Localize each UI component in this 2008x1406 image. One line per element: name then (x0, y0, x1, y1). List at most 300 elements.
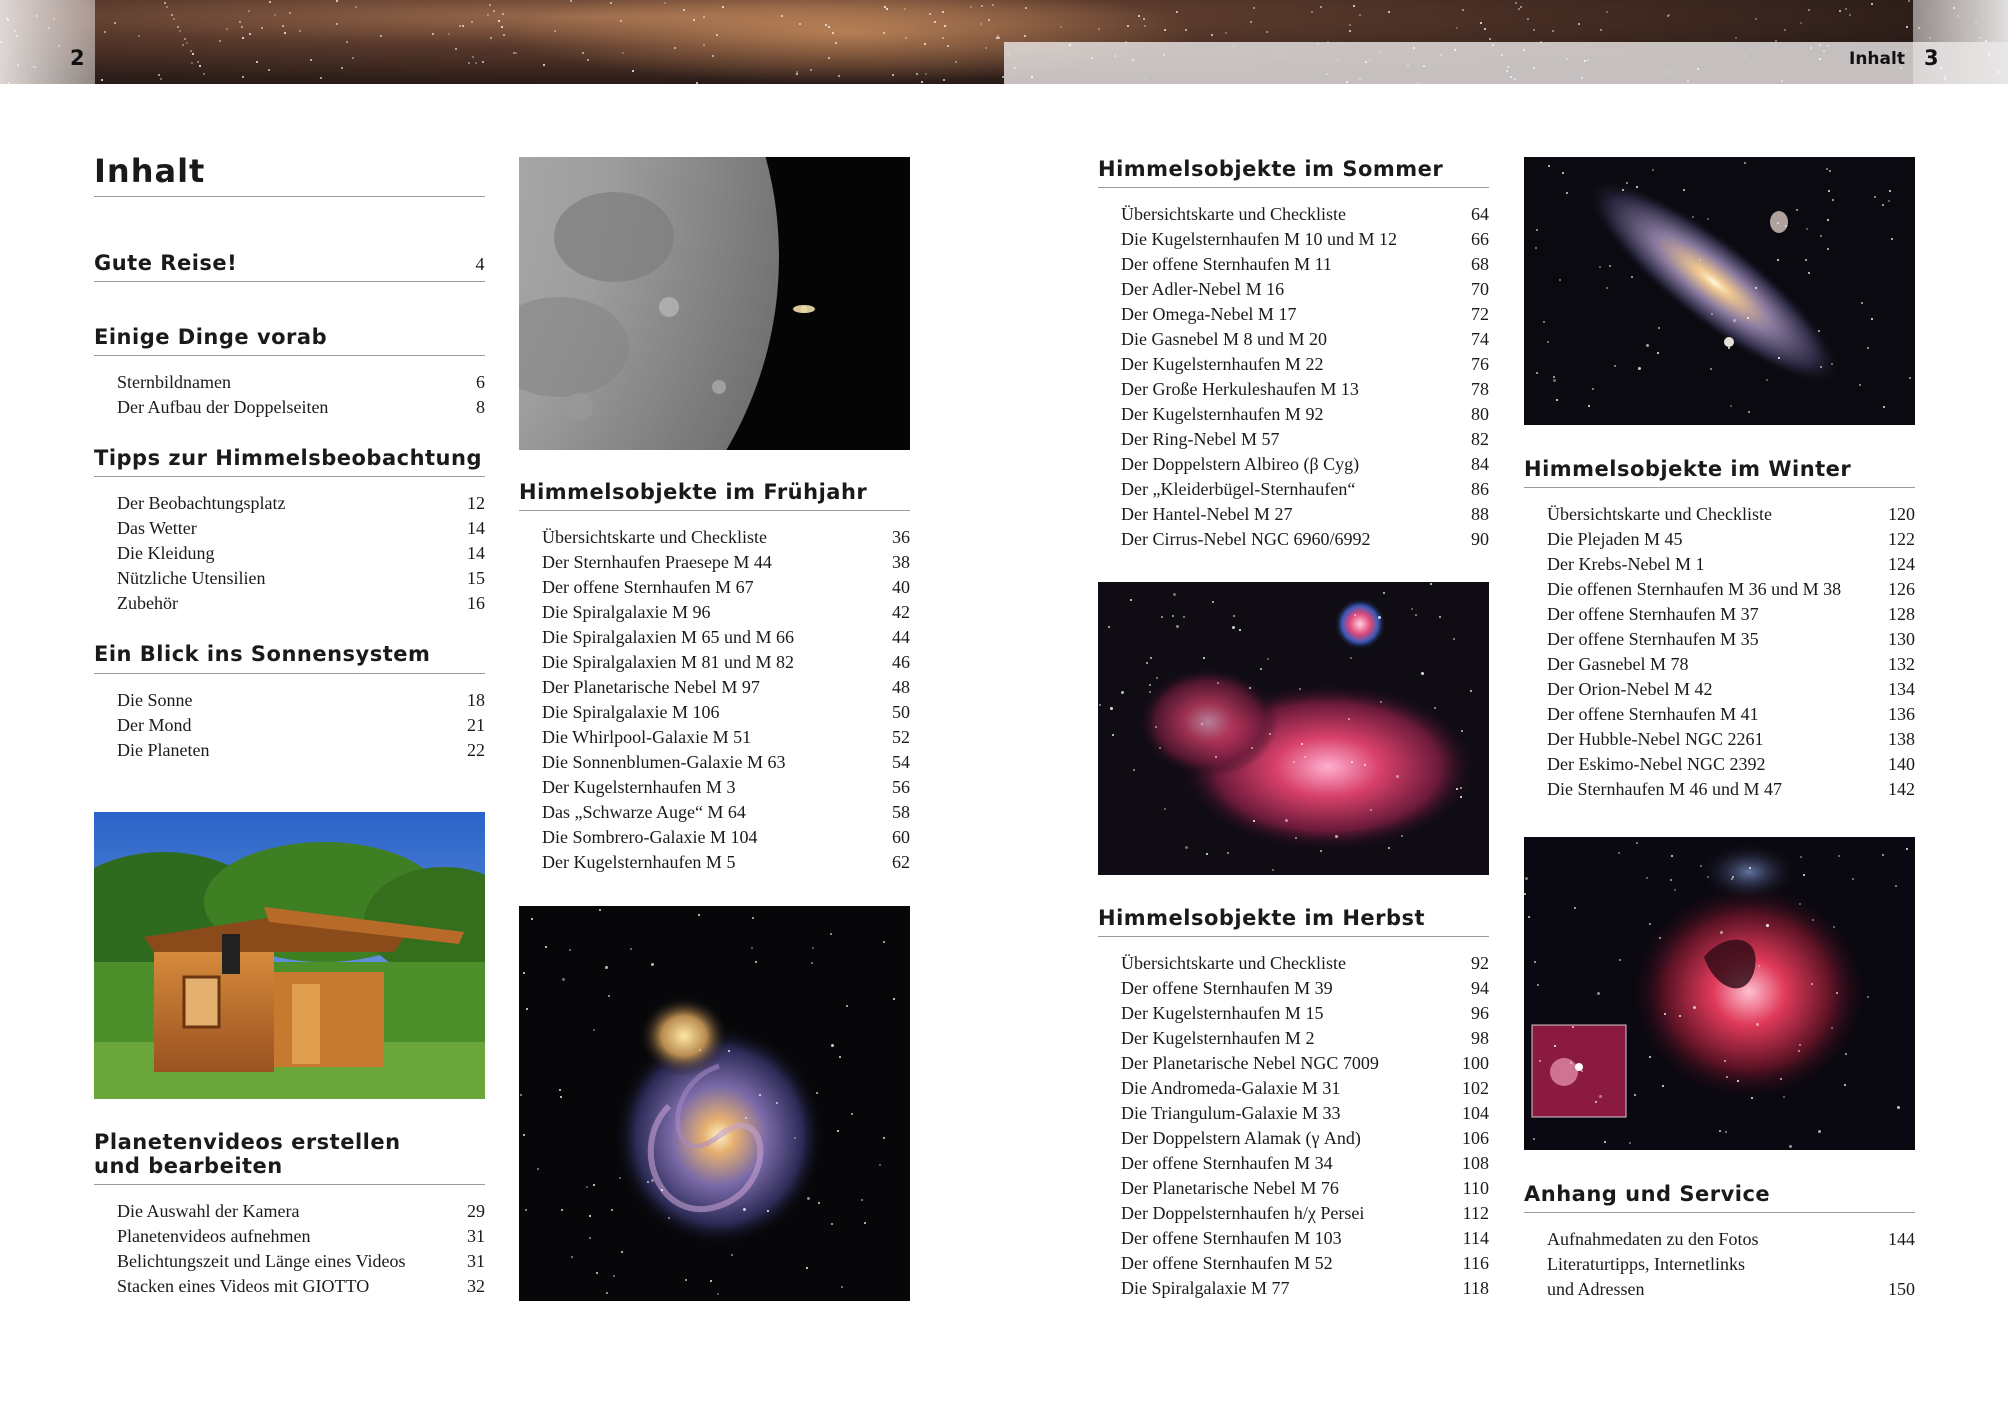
star-dot (114, 22, 116, 24)
star-dot (1747, 317, 1749, 319)
toc-entry[interactable]: Die Triangulum-Galaxie M 33 104 (1121, 1103, 1489, 1124)
toc-entry[interactable]: Die Spiralgalaxien M 81 und M 82 46 (542, 652, 910, 673)
toc-entry[interactable]: Der Hubble-Nebel NGC 2261 138 (1547, 729, 1915, 750)
star-dot (179, 30, 181, 32)
section-title: Planetenvideos erstellen und bearbeiten (94, 1130, 485, 1185)
toc-entry[interactable]: Der Planetarische Nebel M 76 110 (1121, 1178, 1489, 1199)
star-dot (1311, 11, 1313, 13)
star-dot (1889, 190, 1891, 192)
toc-entry[interactable]: Übersichtskarte und Checkliste 64 (1121, 204, 1489, 225)
toc-entry[interactable]: Übersichtskarte und Checkliste 120 (1547, 504, 1915, 525)
star-dot (8, 82, 10, 84)
toc-entry[interactable]: Das „Schwarze Auge“ M 64 58 (542, 802, 910, 823)
header-star-strip (0, 0, 2008, 84)
toc-entry[interactable]: Die Spiralgalaxien M 65 und M 66 44 (542, 627, 910, 648)
star-dot (1335, 835, 1338, 838)
toc-entry[interactable]: Der Ring-Nebel M 57 82 (1121, 429, 1489, 450)
star-dot (944, 25, 946, 27)
star-dot (1350, 657, 1352, 659)
star-dot (1484, 28, 1486, 30)
star-dot (1584, 60, 1586, 62)
star-dot (1215, 756, 1217, 758)
star-dot (1460, 796, 1462, 798)
star-dot (806, 1267, 808, 1269)
section-title-text: Gute Reise! (94, 251, 238, 275)
star-dot (839, 1056, 841, 1058)
star-dot (242, 76, 244, 78)
star-dot (482, 61, 484, 63)
star-dot (352, 57, 354, 59)
star-dot (158, 74, 160, 76)
toc-entry[interactable]: Der Orion-Nebel M 42 134 (1547, 679, 1915, 700)
star-dot (1211, 34, 1213, 36)
toc-entry[interactable]: Der Doppelstern Albireo (β Cyg) 84 (1121, 454, 1489, 475)
page-title: Inhalt (94, 152, 485, 197)
toc-entry[interactable]: Der offene Sternhaufen M 37 128 (1547, 604, 1915, 625)
star-dot (841, 1286, 843, 1288)
toc-entry[interactable]: Der Doppelstern Alamak (γ And) 106 (1121, 1128, 1489, 1149)
star-dot (838, 75, 840, 77)
star-dot (1867, 347, 1869, 349)
star-dot (759, 1094, 761, 1096)
star-dot (1908, 0, 1910, 2)
star-dot (1110, 707, 1113, 710)
star-dot (1777, 259, 1779, 261)
toc-entry[interactable]: Der offene Sternhaufen M 34 108 (1121, 1153, 1489, 1174)
star-dot (1649, 1056, 1651, 1058)
star-dot (985, 47, 987, 49)
star-dot (851, 1113, 853, 1115)
star-dot (468, 62, 470, 64)
toc-entry[interactable]: Der „Kleiderbügel-Sternhaufen“ 86 (1121, 479, 1489, 500)
star-dot (16, 35, 18, 37)
star-dot (651, 1179, 654, 1182)
star-dot (589, 1237, 591, 1239)
star-dot (1456, 27, 1458, 29)
star-dot (462, 25, 464, 27)
star-dot (192, 53, 194, 55)
toc-entry[interactable]: Die Spiralgalaxie M 96 42 (542, 602, 910, 623)
orion-nebula-photo (1524, 837, 1915, 1150)
star-dot (226, 28, 228, 30)
star-dot (1320, 6, 1322, 8)
toc-entry[interactable]: Die Sonne 18 (117, 689, 485, 710)
star-dot (17, 64, 19, 66)
star-dot (1679, 1015, 1681, 1017)
star-dot (1683, 189, 1685, 191)
star-dot (256, 61, 258, 63)
star-dot (1520, 6, 1522, 8)
star-dot (818, 1202, 820, 1204)
star-dot (1836, 992, 1838, 994)
star-dot (921, 81, 923, 83)
section-title: Einige Dinge vorab (94, 325, 485, 356)
star-dot (832, 32, 834, 34)
star-dot (1121, 691, 1124, 694)
star-dot (1803, 874, 1805, 876)
star-dot (1470, 690, 1472, 692)
toc-entry[interactable]: Der Planetarische Nebel M 97 48 (542, 677, 910, 698)
toc-entry[interactable]: Aufnahmedaten zu den Fotos 144 (1547, 1229, 1915, 1250)
toc-entry[interactable]: Zubehör 16 (117, 593, 485, 614)
star-dot (683, 9, 685, 11)
star-dot (1599, 1095, 1602, 1098)
star-dot (320, 77, 322, 79)
section-title: Anhang und Service (1524, 1182, 1915, 1213)
star-dot (611, 1209, 613, 1211)
star-dot (269, 1, 271, 3)
star-dot (1606, 11, 1608, 13)
star-dot (1349, 24, 1351, 26)
star-dot (1439, 616, 1441, 618)
star-dot (1413, 47, 1415, 49)
star-dot (1831, 363, 1833, 365)
star-dot (1460, 787, 1462, 789)
toc-entry[interactable]: Der Adler-Nebel M 16 70 (1121, 279, 1489, 300)
star-dot (1658, 327, 1660, 329)
star-dot (1365, 61, 1367, 63)
star-dot (1929, 37, 1931, 39)
star-dot (1556, 399, 1558, 401)
star-dot (242, 37, 244, 39)
star-dot (1421, 672, 1424, 675)
toc-entry[interactable]: Die Whirlpool-Galaxie M 51 52 (542, 727, 910, 748)
star-dot (1212, 601, 1214, 603)
star-dot (674, 47, 676, 49)
star-dot (728, 1050, 730, 1052)
star-dot (261, 27, 263, 29)
star-dot (1253, 820, 1255, 822)
star-dot (1533, 1138, 1535, 1140)
star-dot (1031, 76, 1033, 78)
toc-entry[interactable]: Belichtungszeit und Länge eines Videos 31 (117, 1251, 485, 1272)
toc-entry[interactable]: Der Kugelsternhaufen M 15 96 (1121, 1003, 1489, 1024)
running-head: Inhalt (1849, 49, 1905, 69)
toc-entry[interactable]: Die Plejaden M 45 122 (1547, 529, 1915, 550)
toc-entry[interactable]: Sternbildnamen 6 (117, 372, 485, 393)
star-dot (1024, 35, 1026, 37)
star-dot (710, 1280, 712, 1282)
toc-entry[interactable]: Der offene Sternhaufen M 39 94 (1121, 978, 1489, 999)
star-dot (1217, 682, 1219, 684)
star-dot (1657, 352, 1659, 354)
star-dot (1536, 372, 1538, 374)
toc-entry[interactable]: Der Gasnebel M 78 132 (1547, 654, 1915, 675)
star-dot (138, 35, 140, 37)
section-einige-dinge (94, 325, 485, 420)
star-dot (1379, 50, 1381, 52)
star-dot (310, 59, 312, 61)
star-dot (1664, 1013, 1666, 1015)
toc-entry[interactable]: Die Spiralgalaxie M 77 118 (1121, 1278, 1489, 1299)
star-dot (523, 972, 525, 974)
star-dot (1480, 22, 1482, 24)
star-dot (160, 78, 162, 80)
star-dot (459, 25, 461, 27)
toc-entry[interactable]: Der offene Sternhaufen M 67 40 (542, 577, 910, 598)
star-dot (1566, 192, 1568, 194)
star-dot (1388, 11, 1390, 13)
toc-entry[interactable]: Die offenen Sternhaufen M 36 und M 38 126 (1547, 579, 1915, 600)
star-dot (1784, 29, 1786, 31)
toc-column-1 (94, 152, 485, 763)
star-dot (1025, 7, 1027, 9)
star-dot (173, 18, 175, 20)
star-dot (1755, 18, 1757, 20)
star-dot (1233, 615, 1235, 617)
star-dot (490, 37, 492, 39)
star-dot (1108, 626, 1110, 628)
star-dot (1353, 5, 1355, 7)
star-dot (241, 26, 243, 28)
star-dot (489, 4, 491, 6)
toc-entry[interactable]: Der Beobachtungsplatz 12 (117, 493, 485, 514)
star-dot (1515, 2, 1517, 4)
star-dot (1796, 209, 1798, 211)
star-dot (1667, 15, 1669, 17)
toc-entry[interactable]: Der Kugelsternhaufen M 5 62 (542, 852, 910, 873)
star-dot (905, 37, 907, 39)
star-dot (1514, 78, 1516, 80)
star-dot (570, 0, 572, 2)
section-title: Himmelsobjekte im Frühjahr (519, 480, 910, 511)
star-dot (1250, 21, 1252, 23)
toc-entry[interactable]: Der offene Sternhaufen M 41 136 (1547, 704, 1915, 725)
star-dot (1618, 852, 1620, 854)
star-dot (1251, 747, 1253, 749)
star-dot (177, 26, 179, 28)
star-dot (886, 8, 888, 10)
star-dot (622, 52, 624, 54)
toc-entry[interactable]: Der Cirrus-Nebel NGC 6960/6992 90 (1121, 529, 1489, 550)
star-dot (861, 1199, 863, 1201)
star-dot (1578, 23, 1580, 25)
star-dot (560, 1096, 562, 1098)
star-dot (1909, 377, 1911, 379)
star-dot (569, 949, 571, 951)
toc-entry[interactable]: Die Kugelsternhaufen M 10 und M 12 66 (1121, 229, 1489, 250)
star-dot (1528, 916, 1530, 918)
star-dot (1547, 341, 1549, 343)
star-dot (1871, 3, 1873, 5)
toc-entry[interactable]: Der offene Sternhaufen M 11 68 (1121, 254, 1489, 275)
star-dot (1845, 8, 1847, 10)
star-dot (562, 978, 565, 981)
star-dot (608, 995, 610, 997)
toc-entry[interactable]: Stacken eines Videos mit GIOTTO 32 (117, 1276, 485, 1297)
star-dot (743, 1208, 746, 1211)
toc-entry[interactable]: Der Große Herkuleshaufen M 13 78 (1121, 379, 1489, 400)
star-dot (1518, 8, 1520, 10)
star-dot (1249, 687, 1251, 689)
toc-entry[interactable]: Der Mond 21 (117, 714, 485, 735)
star-dot (1719, 1130, 1721, 1132)
star-dot (184, 38, 186, 40)
star-dot (1007, 53, 1009, 55)
star-dot (274, 14, 276, 16)
star-dot (593, 1029, 595, 1031)
toc-entry[interactable]: Die Gasnebel M 8 und M 20 74 (1121, 329, 1489, 350)
star-dot (947, 45, 949, 47)
toc-entry[interactable]: Planetenvideos aufnehmen 31 (117, 1226, 485, 1247)
star-dot (1849, 14, 1851, 16)
toc-entry[interactable]: und Adressen 150 (1547, 1279, 1915, 1300)
star-dot (336, 0, 338, 2)
star-dot (1883, 406, 1885, 408)
star-dot (1940, 67, 1942, 69)
star-dot (1581, 1070, 1583, 1072)
star-dot (651, 963, 654, 966)
toc-entry[interactable]: Der Kugelsternhaufen M 2 98 (1121, 1028, 1489, 1049)
star-dot (1411, 608, 1413, 610)
section-sonnensystem (94, 642, 485, 762)
star-dot (1735, 37, 1737, 39)
star-dot (934, 21, 936, 23)
toc-entry[interactable]: Der Hantel-Nebel M 27 88 (1121, 504, 1489, 525)
star-dot (621, 1251, 623, 1253)
star-dot (1659, 937, 1661, 939)
toc-entry[interactable]: Der offene Sternhaufen M 103 114 (1121, 1228, 1489, 1249)
moon-saturn-photo (519, 157, 910, 450)
star-dot (1574, 907, 1576, 909)
star-dot (1144, 25, 1146, 27)
star-dot (883, 1137, 885, 1139)
star-dot (1304, 756, 1306, 758)
section-fruehjahr (519, 480, 910, 875)
section-title: Himmelsobjekte im Winter (1524, 457, 1915, 488)
star-dot (1728, 347, 1730, 349)
toc-entry[interactable]: Der Doppelsternhaufen h/χ Persei 112 (1121, 1203, 1489, 1224)
star-dot (1554, 1045, 1556, 1047)
star-dot (632, 70, 634, 72)
star-dot (830, 933, 832, 935)
star-dot (1359, 14, 1361, 16)
toc-entry[interactable]: Der offene Sternhaufen M 52 116 (1121, 1253, 1489, 1274)
star-dot (1839, 10, 1841, 12)
star-dot (1285, 819, 1288, 822)
toc-entry[interactable]: Der Eskimo-Nebel NGC 2392 140 (1547, 754, 1915, 775)
section-sommer (1098, 157, 1489, 552)
section-title (94, 251, 485, 282)
star-dot (1559, 279, 1561, 281)
star-dot (299, 30, 301, 32)
star-dot (796, 71, 798, 73)
star-dot (380, 35, 382, 37)
star-dot (1489, 38, 1491, 40)
star-dot (7, 19, 9, 21)
toc-entry[interactable]: Der Krebs-Nebel M 1 124 (1547, 554, 1915, 575)
star-dot (1501, 54, 1503, 56)
star-dot (1957, 15, 1959, 17)
star-dot (1906, 26, 1908, 28)
toc-entry[interactable]: Die Andromeda-Galaxie M 31 102 (1121, 1078, 1489, 1099)
star-dot (190, 50, 192, 52)
toc-entry[interactable]: Die Kleidung 14 (117, 543, 485, 564)
star-dot (685, 1279, 687, 1281)
star-dot (1730, 405, 1732, 407)
star-dot (1668, 71, 1670, 73)
star-dot (104, 31, 106, 33)
toc-entry[interactable]: Der Sternhaufen Praesepe M 44 38 (542, 552, 910, 573)
star-dot (1758, 965, 1760, 967)
star-dot (1733, 319, 1736, 322)
star-dot (1572, 1026, 1574, 1028)
star-dot (571, 1256, 573, 1258)
toc-entry[interactable]: Die Planeten 22 (117, 739, 485, 760)
star-dot (1766, 924, 1769, 927)
toc-entry[interactable]: Der Kugelsternhaufen M 92 80 (1121, 404, 1489, 425)
section-planetenvideos (94, 1130, 485, 1299)
star-dot (1831, 1027, 1833, 1029)
star-dot (199, 65, 201, 67)
star-dot (455, 48, 457, 50)
star-dot (1998, 71, 2000, 73)
star-dot (883, 32, 885, 34)
section-tipps (94, 446, 485, 616)
star-dot (475, 62, 477, 64)
toc-entry[interactable]: Das Wetter 14 (117, 518, 485, 539)
star-dot (1533, 29, 1535, 31)
star-dot (1225, 32, 1227, 34)
toc-entry[interactable]: Nützliche Utensilien 15 (117, 568, 485, 589)
star-dot (336, 23, 338, 25)
toc-entry[interactable]: Der Kugelsternhaufen M 3 56 (542, 777, 910, 798)
star-dot (1800, 22, 1802, 24)
toc-entry[interactable]: Übersichtskarte und Checkliste 92 (1121, 953, 1489, 974)
star-dot (731, 1254, 733, 1256)
star-dot (582, 52, 584, 54)
star-dot (1927, 43, 1929, 45)
star-dot (1820, 235, 1822, 237)
toc-entry[interactable]: Der Omega-Nebel M 17 72 (1121, 304, 1489, 325)
toc-entry[interactable]: Literaturtipps, Internetlinks (1547, 1254, 1745, 1275)
star-dot (1266, 31, 1268, 33)
toc-entry[interactable]: Der offene Sternhaufen M 35 130 (1547, 629, 1915, 650)
star-dot (197, 61, 199, 63)
toc-entry[interactable]: Die Sombrero-Galaxie M 104 60 (542, 827, 910, 848)
star-dot (284, 32, 286, 34)
star-dot (1099, 704, 1101, 706)
star-dot (166, 6, 168, 8)
lagoon-nebula-photo (1098, 582, 1489, 875)
toc-entry[interactable]: Der Kugelsternhaufen M 22 76 (1121, 354, 1489, 375)
star-dot (1700, 865, 1702, 867)
toc-entry[interactable]: Der Planetarische Nebel NGC 7009 100 (1121, 1053, 1489, 1074)
toc-entry[interactable]: Die Spiralgalaxie M 106 50 (542, 702, 910, 723)
star-dot (892, 74, 894, 76)
toc-entry[interactable]: Die Sonnenblumen-Galaxie M 63 54 (542, 752, 910, 773)
star-dot (1652, 169, 1654, 171)
toc-entry[interactable]: Übersichtskarte und Checkliste 36 (542, 527, 910, 548)
toc-entry[interactable]: Die Auswahl der Kamera 29 (117, 1201, 485, 1222)
toc-entry[interactable]: Der Aufbau der Doppelseiten 8 (117, 397, 485, 418)
star-dot (1895, 885, 1897, 887)
star-dot (203, 73, 205, 75)
star-dot (1149, 684, 1151, 686)
toc-entry[interactable]: Die Sternhaufen M 46 und M 47 142 (1547, 779, 1915, 800)
star-dot (1269, 733, 1271, 735)
star-dot (1751, 1097, 1753, 1099)
star-dot (346, 41, 348, 43)
star-dot (471, 21, 473, 23)
star-dot (164, 2, 166, 4)
star-dot (1827, 45, 1829, 47)
star-dot (487, 14, 489, 16)
star-dot (1882, 854, 1884, 856)
star-dot (1552, 30, 1554, 32)
star-dot (1697, 68, 1699, 70)
star-dot (1149, 691, 1151, 693)
